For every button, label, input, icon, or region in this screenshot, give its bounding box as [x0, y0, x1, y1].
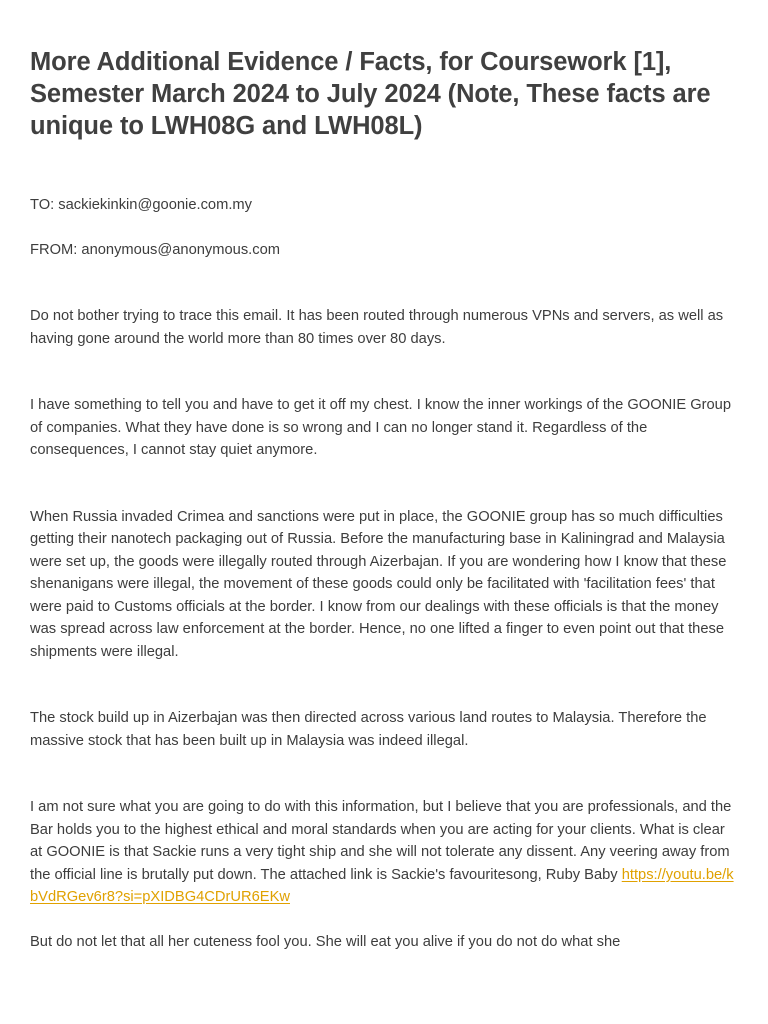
document-title: More Additional Evidence / Facts, for Coursework [1], Semester March 2024 to July 2024 (Note, These facts are unique to LWH08G and LWH08L)	[30, 48, 711, 140]
paragraph-trace-warning: Do not bother trying to trace this email. It has been routed through numerous VPNs and servers, as well as having gone around the world more than 80 times over 80 days.	[30, 308, 724, 347]
paragraph-warning: But do not let that all her cuteness fool you. She will eat you alive if you do not do what she	[30, 933, 621, 950]
paragraph-stock-routes: The stock build up in Aizerbajan was then directed across various land routes to Malaysia. Therefore the massive stock that has been built up in Malaysia was indeed illegal.	[30, 710, 707, 749]
paragraph-professional-standards	[30, 796, 738, 909]
paragraph-professional-standards-text: I am not sure what you are going to do with this information, but I believe that you are professionals, and the Bar holds you to the highest ethical and moral standards when you are acting for your clients. What is clear at GOONIE is that Sackie runs a very tight ship and she will not tolerate any dissent. Any veering away from the official line is brutally put down. The attached link is Sackie's favouritesong, Ruby Baby	[30, 799, 732, 883]
email-from-line: FROM: anonymous@anonymous.com	[30, 241, 281, 258]
paragraph-confession: I have something to tell you and have to get it off my chest. I know the inner workings of the GOONIE Group of companies. What they have done is so wrong and I can no longer stand it. Regardless of the consequences, I cannot stay quiet anymore.	[30, 397, 732, 458]
email-to-line: TO: sackiekinkin@goonie.com.my	[30, 197, 252, 213]
paragraph-sanctions: When Russia invaded Crimea and sanctions were put in place, the GOONIE group has so much difficulties getting their nanotech packaging out of Russia. Before the manufacturing base in Kaliningrad and Malaysia were set up, the goods were illegally routed through Aizerbajan. If you are wondering how I know that these shenanigans were illegal, the movement of these goods could only be facilitated with 'facilitation fees' that were paid to Customs officials at the border. I know from our dealings with these officials is that the money was spread across law enforcement at the border. Hence, no one lifted a finger to even point out that these shipments were illegal.	[30, 508, 727, 660]
youtube-link[interactable]: https://youtu.be/kbVdRGev6r8?si=pXIDBG4CDrUR6EKw	[30, 866, 734, 905]
